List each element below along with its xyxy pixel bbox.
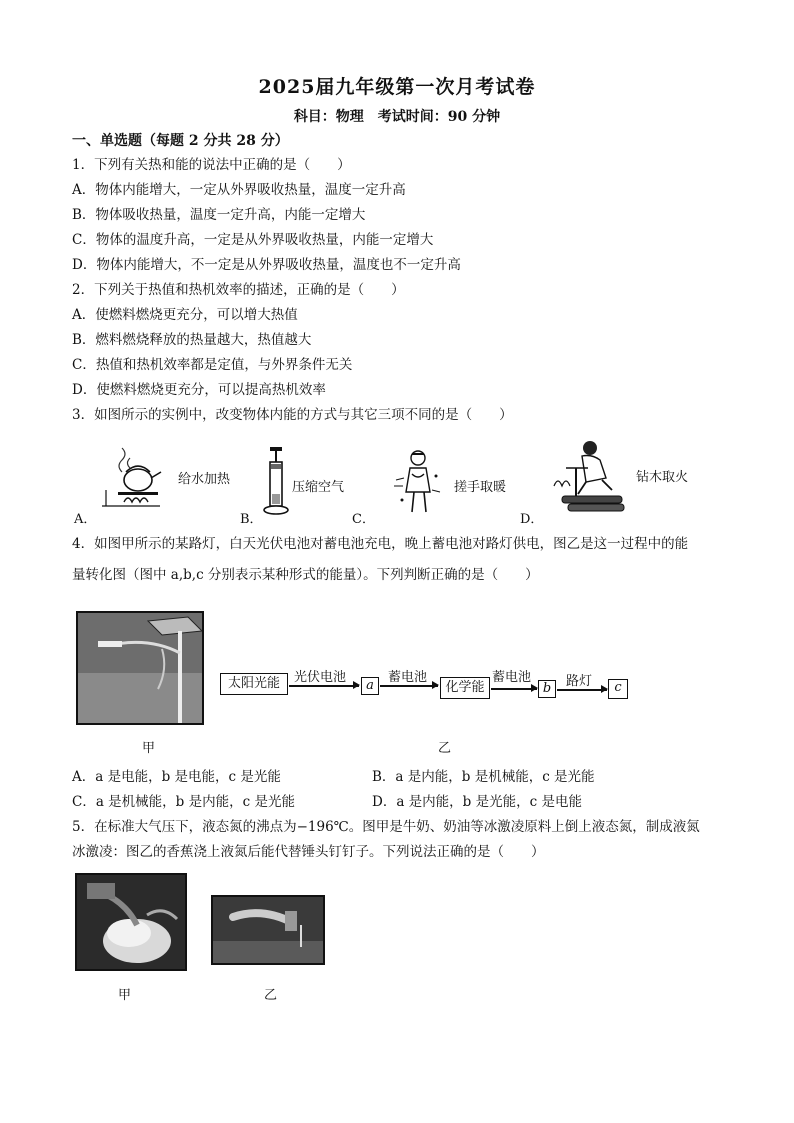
q2-stem: 2．下列关于热值和热机效率的描述，正确的是（ ） bbox=[72, 282, 405, 298]
energy-box-solar: 太阳光能 bbox=[220, 673, 288, 695]
kettle-heating-illustration bbox=[96, 446, 166, 508]
q3-stem: 3．如图所示的实例中，改变物体内能的方式与其它三项不同的是（ ） bbox=[72, 407, 513, 423]
q4-option-a: A．a 是电能，b 是电能，c 是光能 bbox=[72, 769, 281, 785]
drill-wood-fire-illustration bbox=[548, 438, 628, 514]
q4-option-c: C．a 是机械能，b 是内能，c 是光能 bbox=[72, 794, 295, 810]
q5-fig-jia-label: 甲 bbox=[118, 988, 132, 1003]
street-lamp-photo bbox=[76, 611, 204, 725]
q1-stem: 1．下列有关热和能的说法中正确的是（ ） bbox=[72, 157, 351, 173]
q3-letter-c: C． bbox=[352, 512, 375, 527]
q3-letter-b: B． bbox=[240, 512, 263, 527]
energy-arrow-4-label: 路灯 bbox=[566, 674, 593, 689]
q4-option-b: B．a 是内能，b 是机械能，c 是光能 bbox=[372, 769, 595, 785]
q4-stem-line1: 4．如图甲所示的某路灯，白天光伏电池对蓄电池充电，晚上蓄电池对路灯供电，图乙是这一过程中的能 bbox=[72, 536, 689, 552]
energy-arrow-1-label: 光伏电池 bbox=[294, 670, 347, 685]
q1-option-b: B．物体吸收热量，温度一定升高，内能一定增大 bbox=[72, 207, 366, 223]
energy-box-a: a bbox=[361, 677, 379, 695]
energy-arrow-1 bbox=[289, 685, 359, 687]
q3-caption-c: 搓手取暖 bbox=[454, 480, 507, 495]
q3-caption-d: 钻木取火 bbox=[636, 470, 689, 485]
energy-box-b: b bbox=[538, 680, 556, 698]
frozen-banana-hammer-photo bbox=[211, 895, 325, 965]
q5-stem-line2: 冰激凌：图乙的香蕉浇上液氮后能代替锤头钉钉子。下列说法正确的是（ ） bbox=[72, 844, 545, 860]
q2-option-c: C．热值和热机效率都是定值，与外界条件无关 bbox=[72, 357, 353, 373]
q3-caption-a: 给水加热 bbox=[178, 472, 231, 487]
exam-subtitle: 科目：物理 考试时间：90 分钟 bbox=[293, 109, 501, 125]
q3-caption-b: 压缩空气 bbox=[292, 480, 345, 495]
q1-option-c: C．物体的温度升高，一定是从外界吸收热量，内能一定增大 bbox=[72, 232, 434, 248]
q3-letter-a: A． bbox=[74, 512, 97, 527]
q4-fig-jia-label: 甲 bbox=[142, 741, 156, 756]
q4-stem-line2: 量转化图（图中 a,b,c 分别表示某种形式的能量）。下列判断正确的是（ ） bbox=[72, 567, 539, 583]
section-heading: 一、单选题（每题 2 分共 28 分） bbox=[72, 133, 289, 149]
energy-arrow-2-label: 蓄电池 bbox=[388, 670, 428, 685]
rubbing-hands-illustration bbox=[392, 450, 442, 520]
q2-option-b: B．燃料燃烧释放的热量越大，热值越大 bbox=[72, 332, 312, 348]
liquid-nitrogen-ice-cream-photo bbox=[75, 873, 187, 971]
air-compression-illustration bbox=[262, 446, 290, 516]
q3-letter-d: D． bbox=[520, 512, 544, 527]
energy-box-c: c bbox=[608, 679, 628, 699]
page-title: 2025届九年级第一次月考试卷 bbox=[258, 76, 536, 98]
q5-stem-line1: 5．在标准大气压下，液态氮的沸点为−196℃。图甲是牛奶、奶油等冰激凌原料上倒上液态氮，制成液氮 bbox=[72, 819, 700, 835]
q5-fig-yi-label: 乙 bbox=[264, 988, 278, 1003]
q4-option-d: D．a 是内能，b 是光能，c 是电能 bbox=[372, 794, 582, 810]
energy-arrow-3-label: 蓄电池 bbox=[492, 670, 532, 685]
energy-arrow-4 bbox=[557, 689, 607, 691]
energy-arrow-2 bbox=[380, 685, 438, 687]
q2-option-a: A．使燃料燃烧更充分，可以增大热值 bbox=[72, 307, 298, 323]
q1-option-d: D．物体内能增大，不一定是从外界吸收热量，温度也不一定升高 bbox=[72, 257, 461, 273]
energy-arrow-3 bbox=[491, 688, 537, 690]
q2-option-d: D．使燃料燃烧更充分，可以提高热机效率 bbox=[72, 382, 326, 398]
q1-option-a: A．物体内能增大，一定从外界吸收热量，温度一定升高 bbox=[72, 182, 406, 198]
q4-fig-yi-label: 乙 bbox=[438, 741, 452, 756]
energy-box-chemical: 化学能 bbox=[440, 677, 490, 699]
